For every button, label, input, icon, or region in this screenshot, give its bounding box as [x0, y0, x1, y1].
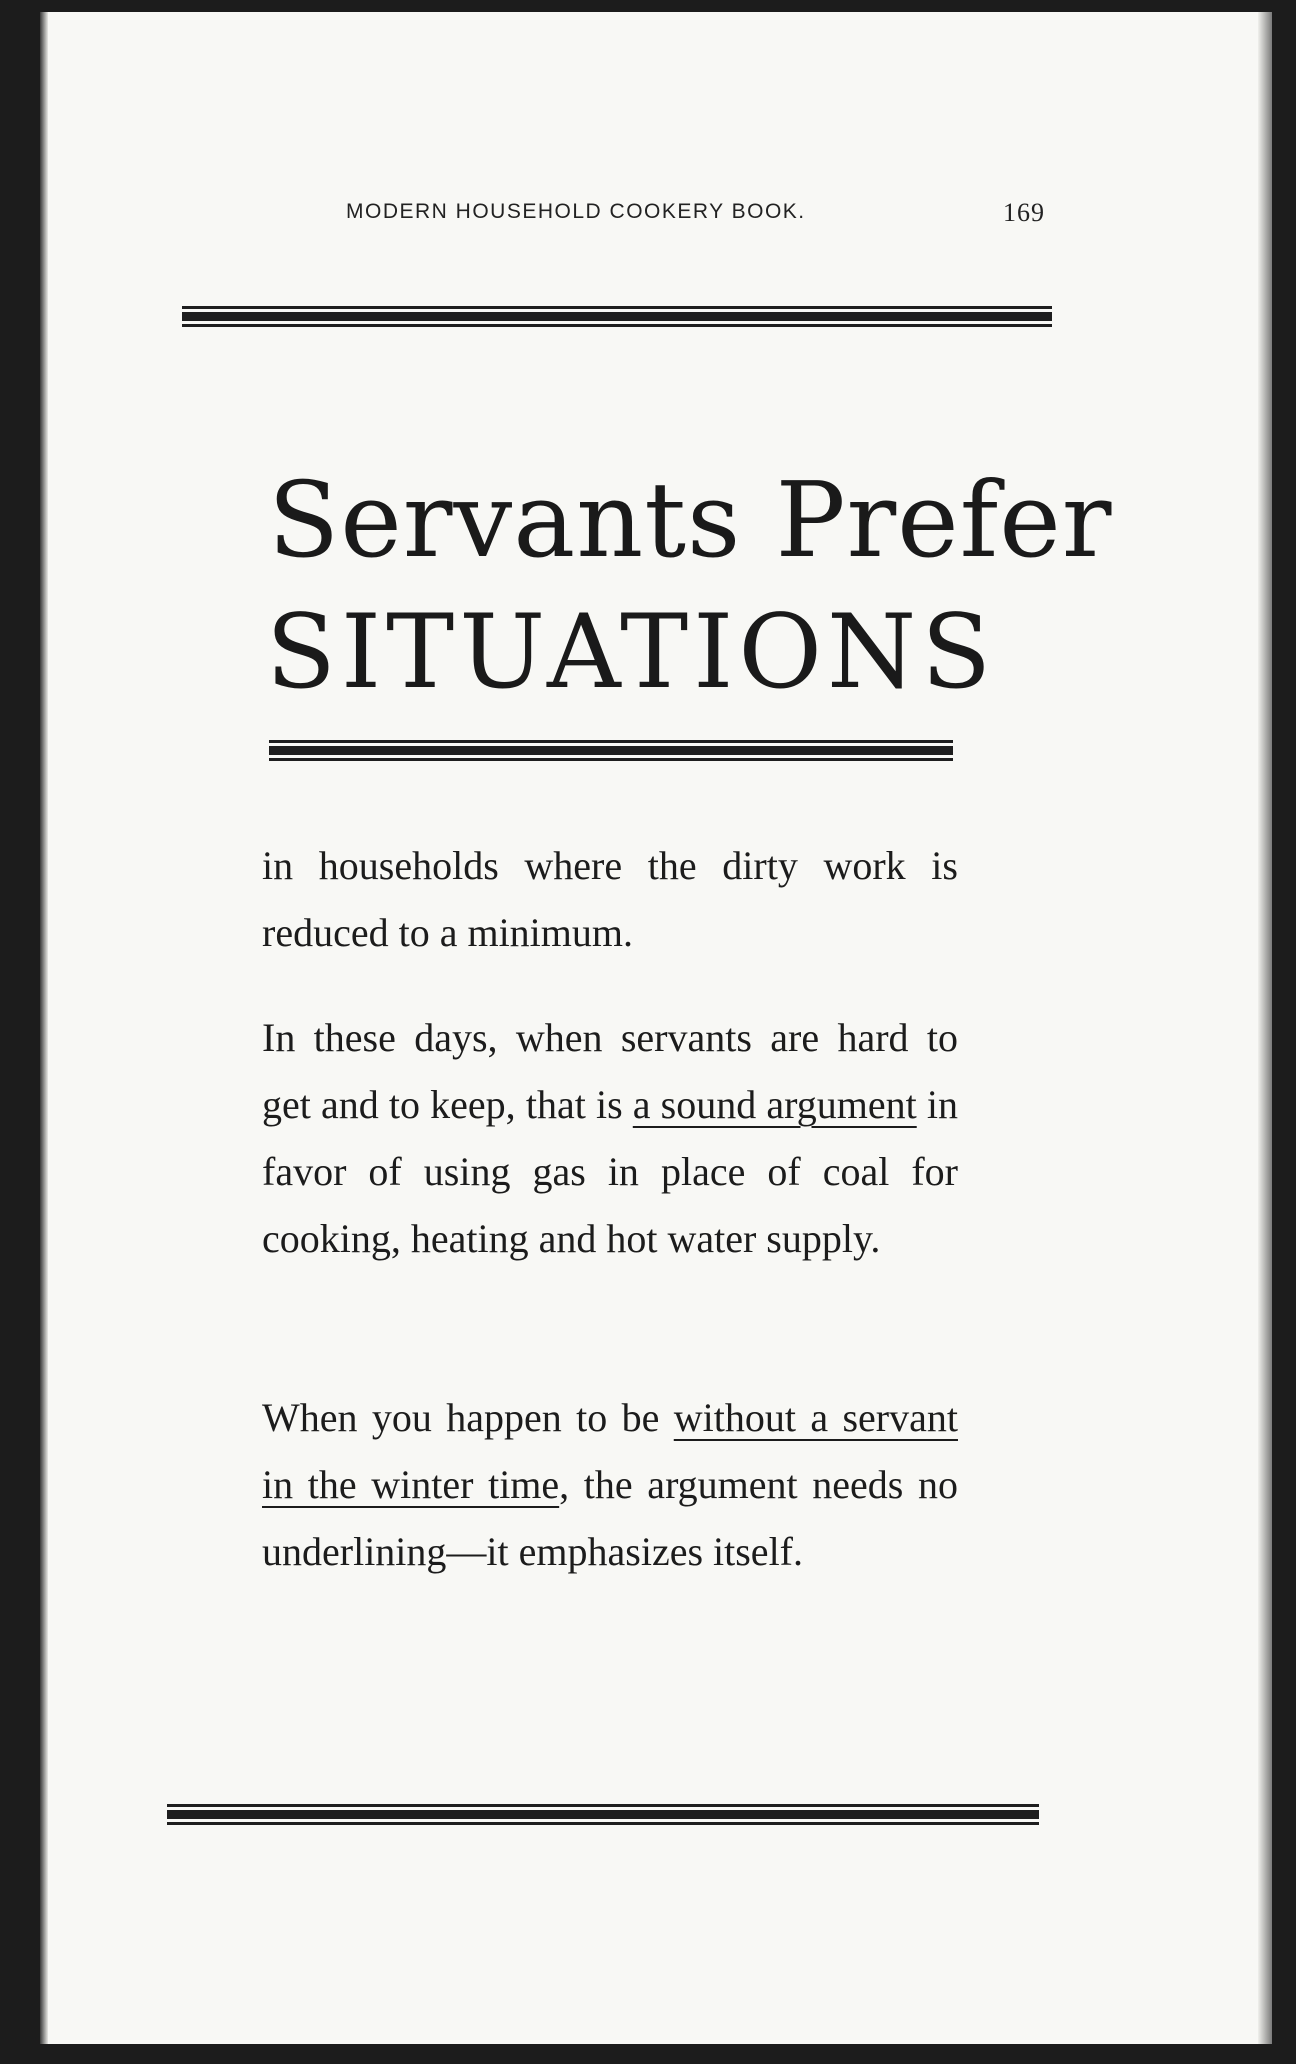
bottom-rule [167, 1804, 1039, 1825]
book-page [40, 12, 1272, 2044]
paragraph-3-text-start: When you happen to be [262, 1395, 674, 1440]
page-edge [1258, 12, 1272, 2044]
headline-line-1: Servants Prefer [268, 459, 1113, 581]
headline-line-2: SITUATIONS [266, 593, 997, 712]
spine-shadow [40, 12, 48, 2044]
top-rule [182, 306, 1052, 327]
paragraph-3 [262, 1384, 958, 1585]
middle-rule [269, 740, 953, 761]
paragraph-1 [262, 832, 958, 966]
running-head: MODERN HOUSEHOLD COOKERY BOOK. [346, 200, 806, 223]
paragraph-2-text-start: In these days, when servants are hard to get and to keep, that is [262, 1015, 958, 1127]
paragraph-2-text-end: in favor of using gas in place of coal for cooking, heating and hot water supply. [262, 1082, 958, 1261]
paragraph-2 [262, 1004, 958, 1272]
paragraph-1-text: in households where the dirty work is reduced to a minimum. [262, 843, 958, 955]
paragraph-3-underlined-phrase: without a servant in the winter time [262, 1395, 958, 1507]
paragraph-2-underlined-phrase: a sound argument [632, 1082, 917, 1127]
paragraph-3-text-end: , the argument needs no underlining—it emphasizes itself. [262, 1462, 958, 1574]
page-number: 169 [1003, 198, 1045, 227]
